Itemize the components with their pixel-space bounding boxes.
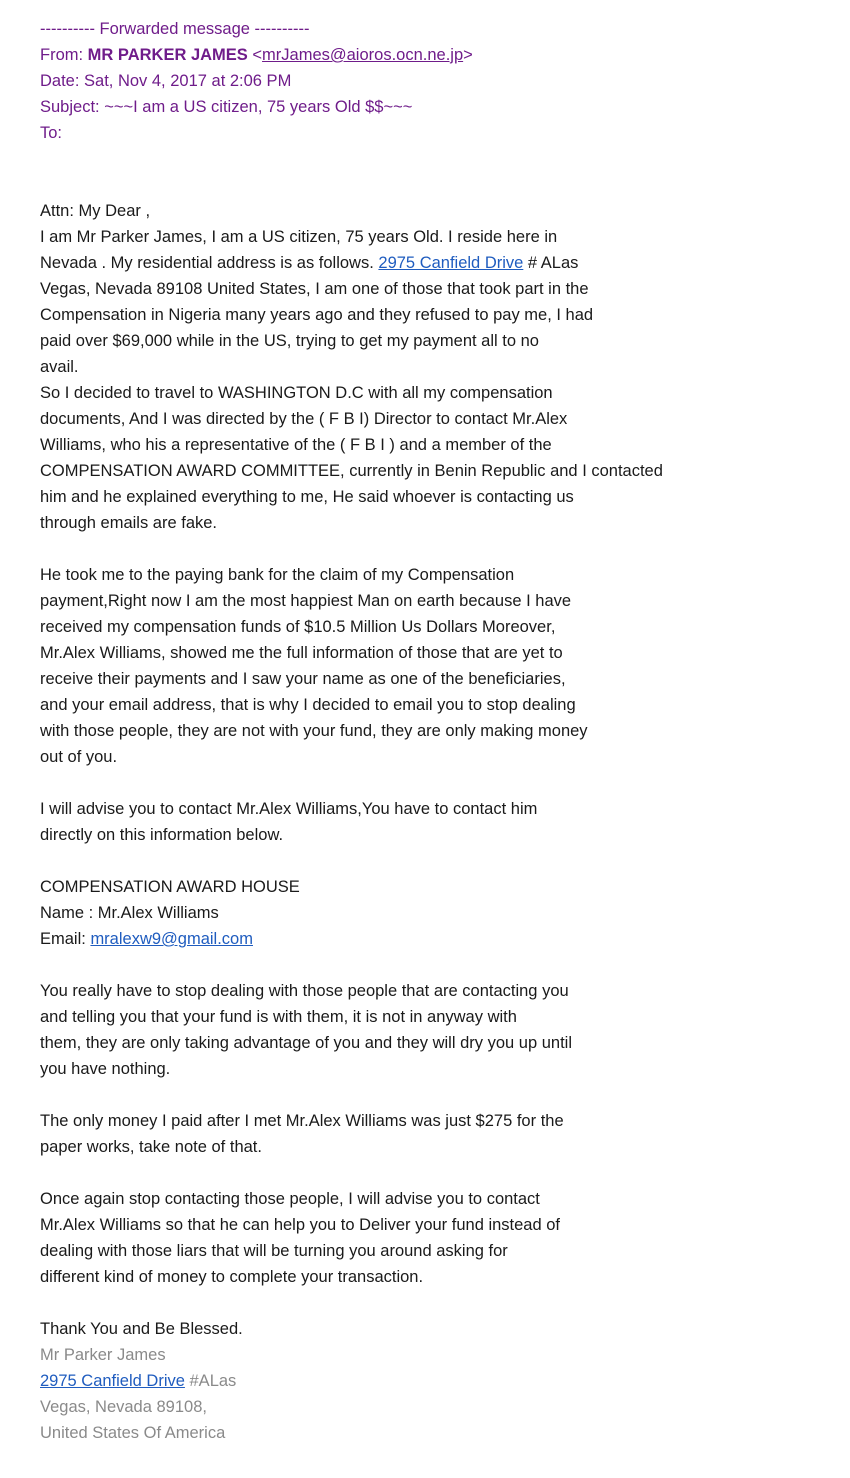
body-line: you have nothing. bbox=[40, 1060, 171, 1078]
body-line: through emails are fake. bbox=[40, 514, 218, 532]
body-line: received my compensation funds of $10.5 Million Us Dollars Moreover, bbox=[40, 618, 556, 636]
spacer bbox=[40, 146, 850, 198]
paragraph-gap bbox=[40, 1290, 850, 1316]
body-line: I will advise you to contact Mr.Alex Williams,You have to contact him bbox=[40, 800, 538, 818]
paragraph-gap bbox=[40, 536, 850, 562]
address-link[interactable]: 2975 Canfield Drive bbox=[378, 254, 524, 272]
signature-country: United States Of America bbox=[40, 1424, 226, 1442]
body-line: and telling you that your fund is with them, it is not in anyway with bbox=[40, 1008, 517, 1026]
body-line: You really have to stop dealing with those people that are contacting you bbox=[40, 982, 569, 1000]
body-line: So I decided to travel to WASHINGTON D.C with all my compensation bbox=[40, 384, 553, 402]
body-line: Williams, who his a representative of the ( F B I ) and a member of the bbox=[40, 436, 552, 454]
body-text: Nevada . My residential address is as follows. bbox=[40, 254, 379, 272]
signature-name: Mr Parker James bbox=[40, 1346, 166, 1364]
body-line: payment,Right now I am the most happiest Man on earth because I have bbox=[40, 592, 572, 610]
forwarded-marker: ---------- Forwarded message ---------- bbox=[40, 20, 310, 38]
body-line: out of you. bbox=[40, 748, 118, 766]
body-line: He took me to the paying bank for the claim of my Compensation bbox=[40, 566, 515, 584]
body-line: paid over $69,000 while in the US, trying to get my payment all to no bbox=[40, 332, 539, 350]
body-line: Mr.Alex Williams, showed me the full information of those that are yet to bbox=[40, 644, 563, 662]
from-label: From: bbox=[40, 46, 88, 64]
body-line: Once again stop contacting those people, I will advise you to contact bbox=[40, 1190, 540, 1208]
sender-name: MR PARKER JAMES bbox=[87, 46, 248, 64]
signature-address-line bbox=[40, 1368, 850, 1394]
email-body bbox=[40, 198, 850, 1342]
body-line: dealing with those liars that will be turning you around asking for bbox=[40, 1242, 508, 1260]
contact-email-label: Email: bbox=[40, 930, 91, 948]
body-line: I am Mr Parker James, I am a US citizen, 75 years Old. I reside here in bbox=[40, 228, 558, 246]
signature-address-suffix: #ALas bbox=[184, 1372, 237, 1390]
paragraph-gap bbox=[40, 848, 850, 874]
body-line: The only money I paid after I met Mr.Alex Williams was just $275 for the bbox=[40, 1112, 564, 1130]
paragraph-gap bbox=[40, 1082, 850, 1108]
contact-title: COMPENSATION AWARD HOUSE bbox=[40, 878, 300, 896]
body-line: paper works, take note of that. bbox=[40, 1138, 262, 1156]
paragraph-gap bbox=[40, 952, 850, 978]
email-header bbox=[40, 16, 850, 146]
body-line: receive their payments and I saw your name as one of the beneficiaries, bbox=[40, 670, 566, 688]
to-line: To: bbox=[40, 124, 63, 142]
contact-email-line bbox=[40, 926, 850, 952]
body-line: Mr.Alex Williams so that he can help you to Deliver your fund instead of bbox=[40, 1216, 560, 1234]
body-line: Vegas, Nevada 89108 United States, I am one of those that took part in the bbox=[40, 280, 589, 298]
subject-line: Subject: ~~~I am a US citizen, 75 years Old $$~~~ bbox=[40, 98, 413, 116]
signature-city: Vegas, Nevada 89108, bbox=[40, 1398, 207, 1416]
body-line: avail. bbox=[40, 358, 79, 376]
greeting: Attn: My Dear , bbox=[40, 202, 151, 220]
body-line: different kind of money to complete your transaction. bbox=[40, 1268, 424, 1286]
body-line: documents, And I was directed by the ( F B I) Director to contact Mr.Alex bbox=[40, 410, 568, 428]
body-line: Compensation in Nigeria many years ago and they refused to pay me, I had bbox=[40, 306, 594, 324]
email-close-bracket: > bbox=[463, 46, 473, 64]
closing: Thank You and Be Blessed. bbox=[40, 1320, 243, 1338]
signature-address-link[interactable]: 2975 Canfield Drive bbox=[40, 1372, 185, 1390]
date-line: Date: Sat, Nov 4, 2017 at 2:06 PM bbox=[40, 72, 292, 90]
body-line bbox=[40, 250, 850, 276]
paragraph-gap bbox=[40, 770, 850, 796]
paragraph-gap bbox=[40, 1160, 850, 1186]
email-open-bracket: < bbox=[247, 46, 263, 64]
body-line: directly on this information below. bbox=[40, 826, 284, 844]
contact-name: Name : Mr.Alex Williams bbox=[40, 904, 219, 922]
body-line: COMPENSATION AWARD COMMITTEE, currently in Benin Republic and I contacted bbox=[40, 462, 663, 480]
body-line: them, they are only taking advantage of you and they will dry you up until bbox=[40, 1034, 572, 1052]
contact-email-link[interactable]: mralexw9@gmail.com bbox=[90, 930, 253, 948]
signature bbox=[40, 1342, 850, 1446]
body-text: # ALas bbox=[523, 254, 579, 272]
body-line: with those people, they are not with your fund, they are only making money bbox=[40, 722, 588, 740]
from-line bbox=[40, 42, 850, 68]
body-line: him and he explained everything to me, He said whoever is contacting us bbox=[40, 488, 574, 506]
sender-email-link[interactable]: mrJames@aioros.ocn.ne.jp bbox=[262, 46, 464, 64]
body-line: and your email address, that is why I decided to email you to stop dealing bbox=[40, 696, 576, 714]
